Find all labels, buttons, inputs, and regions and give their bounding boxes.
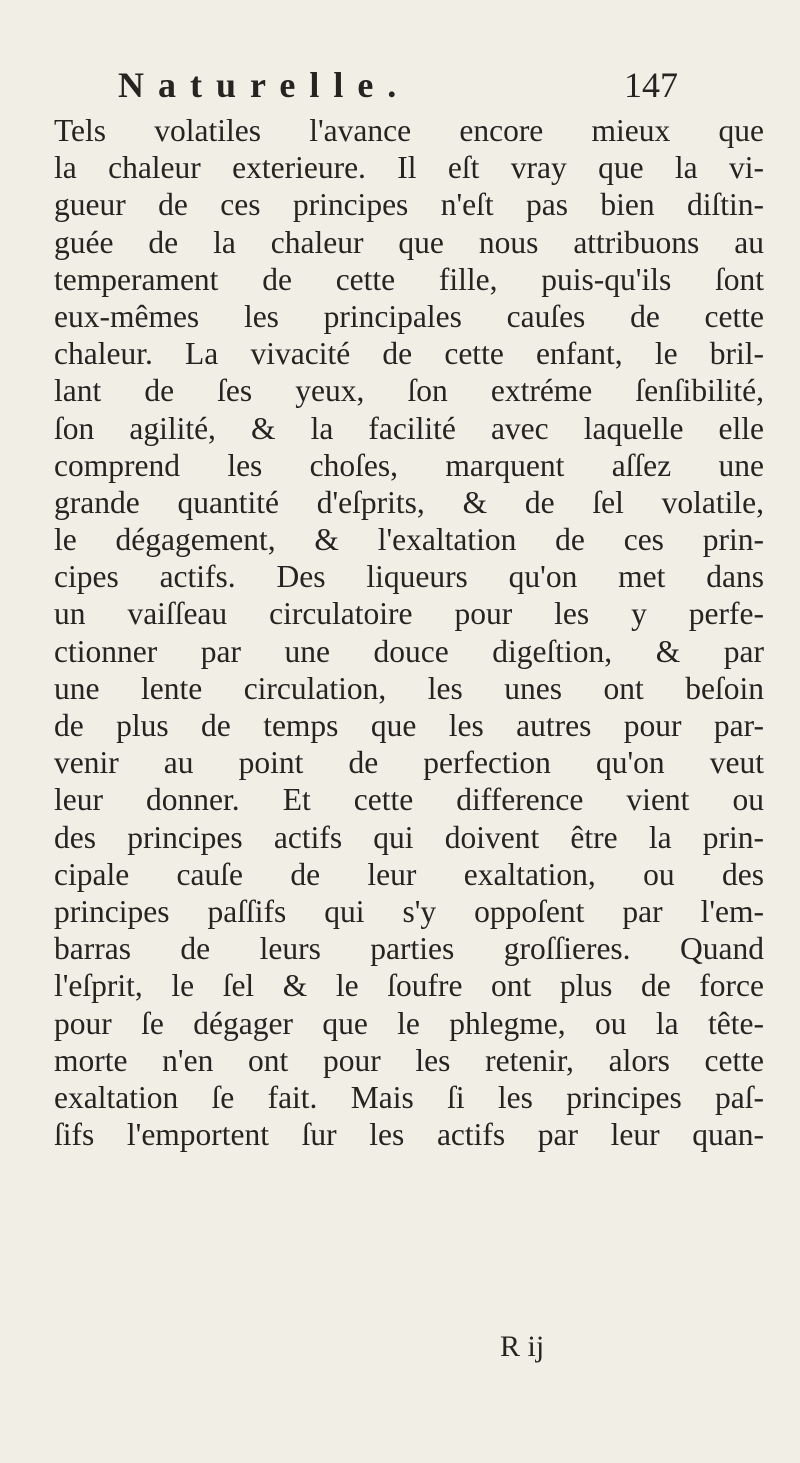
text-line: leur donner. Et cette difference vient ou xyxy=(54,782,764,818)
text-line: la chaleur exterieure. Il eſt vray que la vi- xyxy=(54,150,764,186)
text-line: de plus de temps que les autres pour par- xyxy=(54,708,764,743)
text-line: comprend les choſes, marquent aſſez une xyxy=(54,447,764,483)
text-line: exaltation ſe fait. Mais ſi les principes paſ- xyxy=(54,1079,764,1115)
text-line: venir au point de perfection qu'on veut xyxy=(54,745,764,781)
text-line: eux-mêmes les principales cauſes de cette xyxy=(54,298,764,334)
text-line: ſon agilité, & la facilité avec laquelle elle xyxy=(54,410,764,446)
text-line: cipale cauſe de leur exaltation, ou des xyxy=(54,856,764,892)
text-line: chaleur. La vivacité de cette enfant, le bril- xyxy=(54,336,764,372)
text-line: morte n'en ont pour les retenir, alors cette xyxy=(54,1042,764,1078)
page-number: 147 xyxy=(624,65,678,105)
text-line: des principes actifs qui doivent être la prin- xyxy=(54,819,764,855)
text-line: Tels volatiles l'avance encore mieux que xyxy=(54,113,764,148)
running-title: Naturelle. xyxy=(118,65,411,105)
text-line: barras de leurs parties groſſieres. Quand xyxy=(54,931,764,967)
text-line: cipes actifs. Des liqueurs qu'on met dans xyxy=(54,559,764,595)
page-header xyxy=(118,64,678,112)
text-line: une lente circulation, les unes ont beſoin xyxy=(54,670,764,706)
text-line: temperament de cette fille, puis-qu'ils ſont xyxy=(54,261,764,297)
text-line: grande quantité d'eſprits, & de ſel volatile, xyxy=(54,484,764,520)
body-text xyxy=(54,112,764,1153)
signature-mark: R ij xyxy=(500,1330,545,1363)
text-line: ſifs l'emportent ſur les actifs par leur quan- xyxy=(54,1117,764,1153)
text-line: pour ſe dégager que le phlegme, ou la tête- xyxy=(54,1005,764,1041)
text-line: lant de ſes yeux, ſon extréme ſenſibilité, xyxy=(54,373,764,409)
text-line: l'eſprit, le ſel & le ſoufre ont plus de force xyxy=(54,968,764,1004)
text-line: un vaiſſeau circulatoire pour les y perfe- xyxy=(54,596,764,632)
text-line: le dégagement, & l'exaltation de ces prin- xyxy=(54,522,764,558)
text-line: guée de la chaleur que nous attribuons au xyxy=(54,224,764,260)
text-line: principes paſſifs qui s'y oppoſent par l'em- xyxy=(54,893,764,929)
text-line: ctionner par une douce digeſtion, & par xyxy=(54,633,764,669)
text-line: gueur de ces principes n'eſt pas bien diſtin- xyxy=(54,187,764,223)
